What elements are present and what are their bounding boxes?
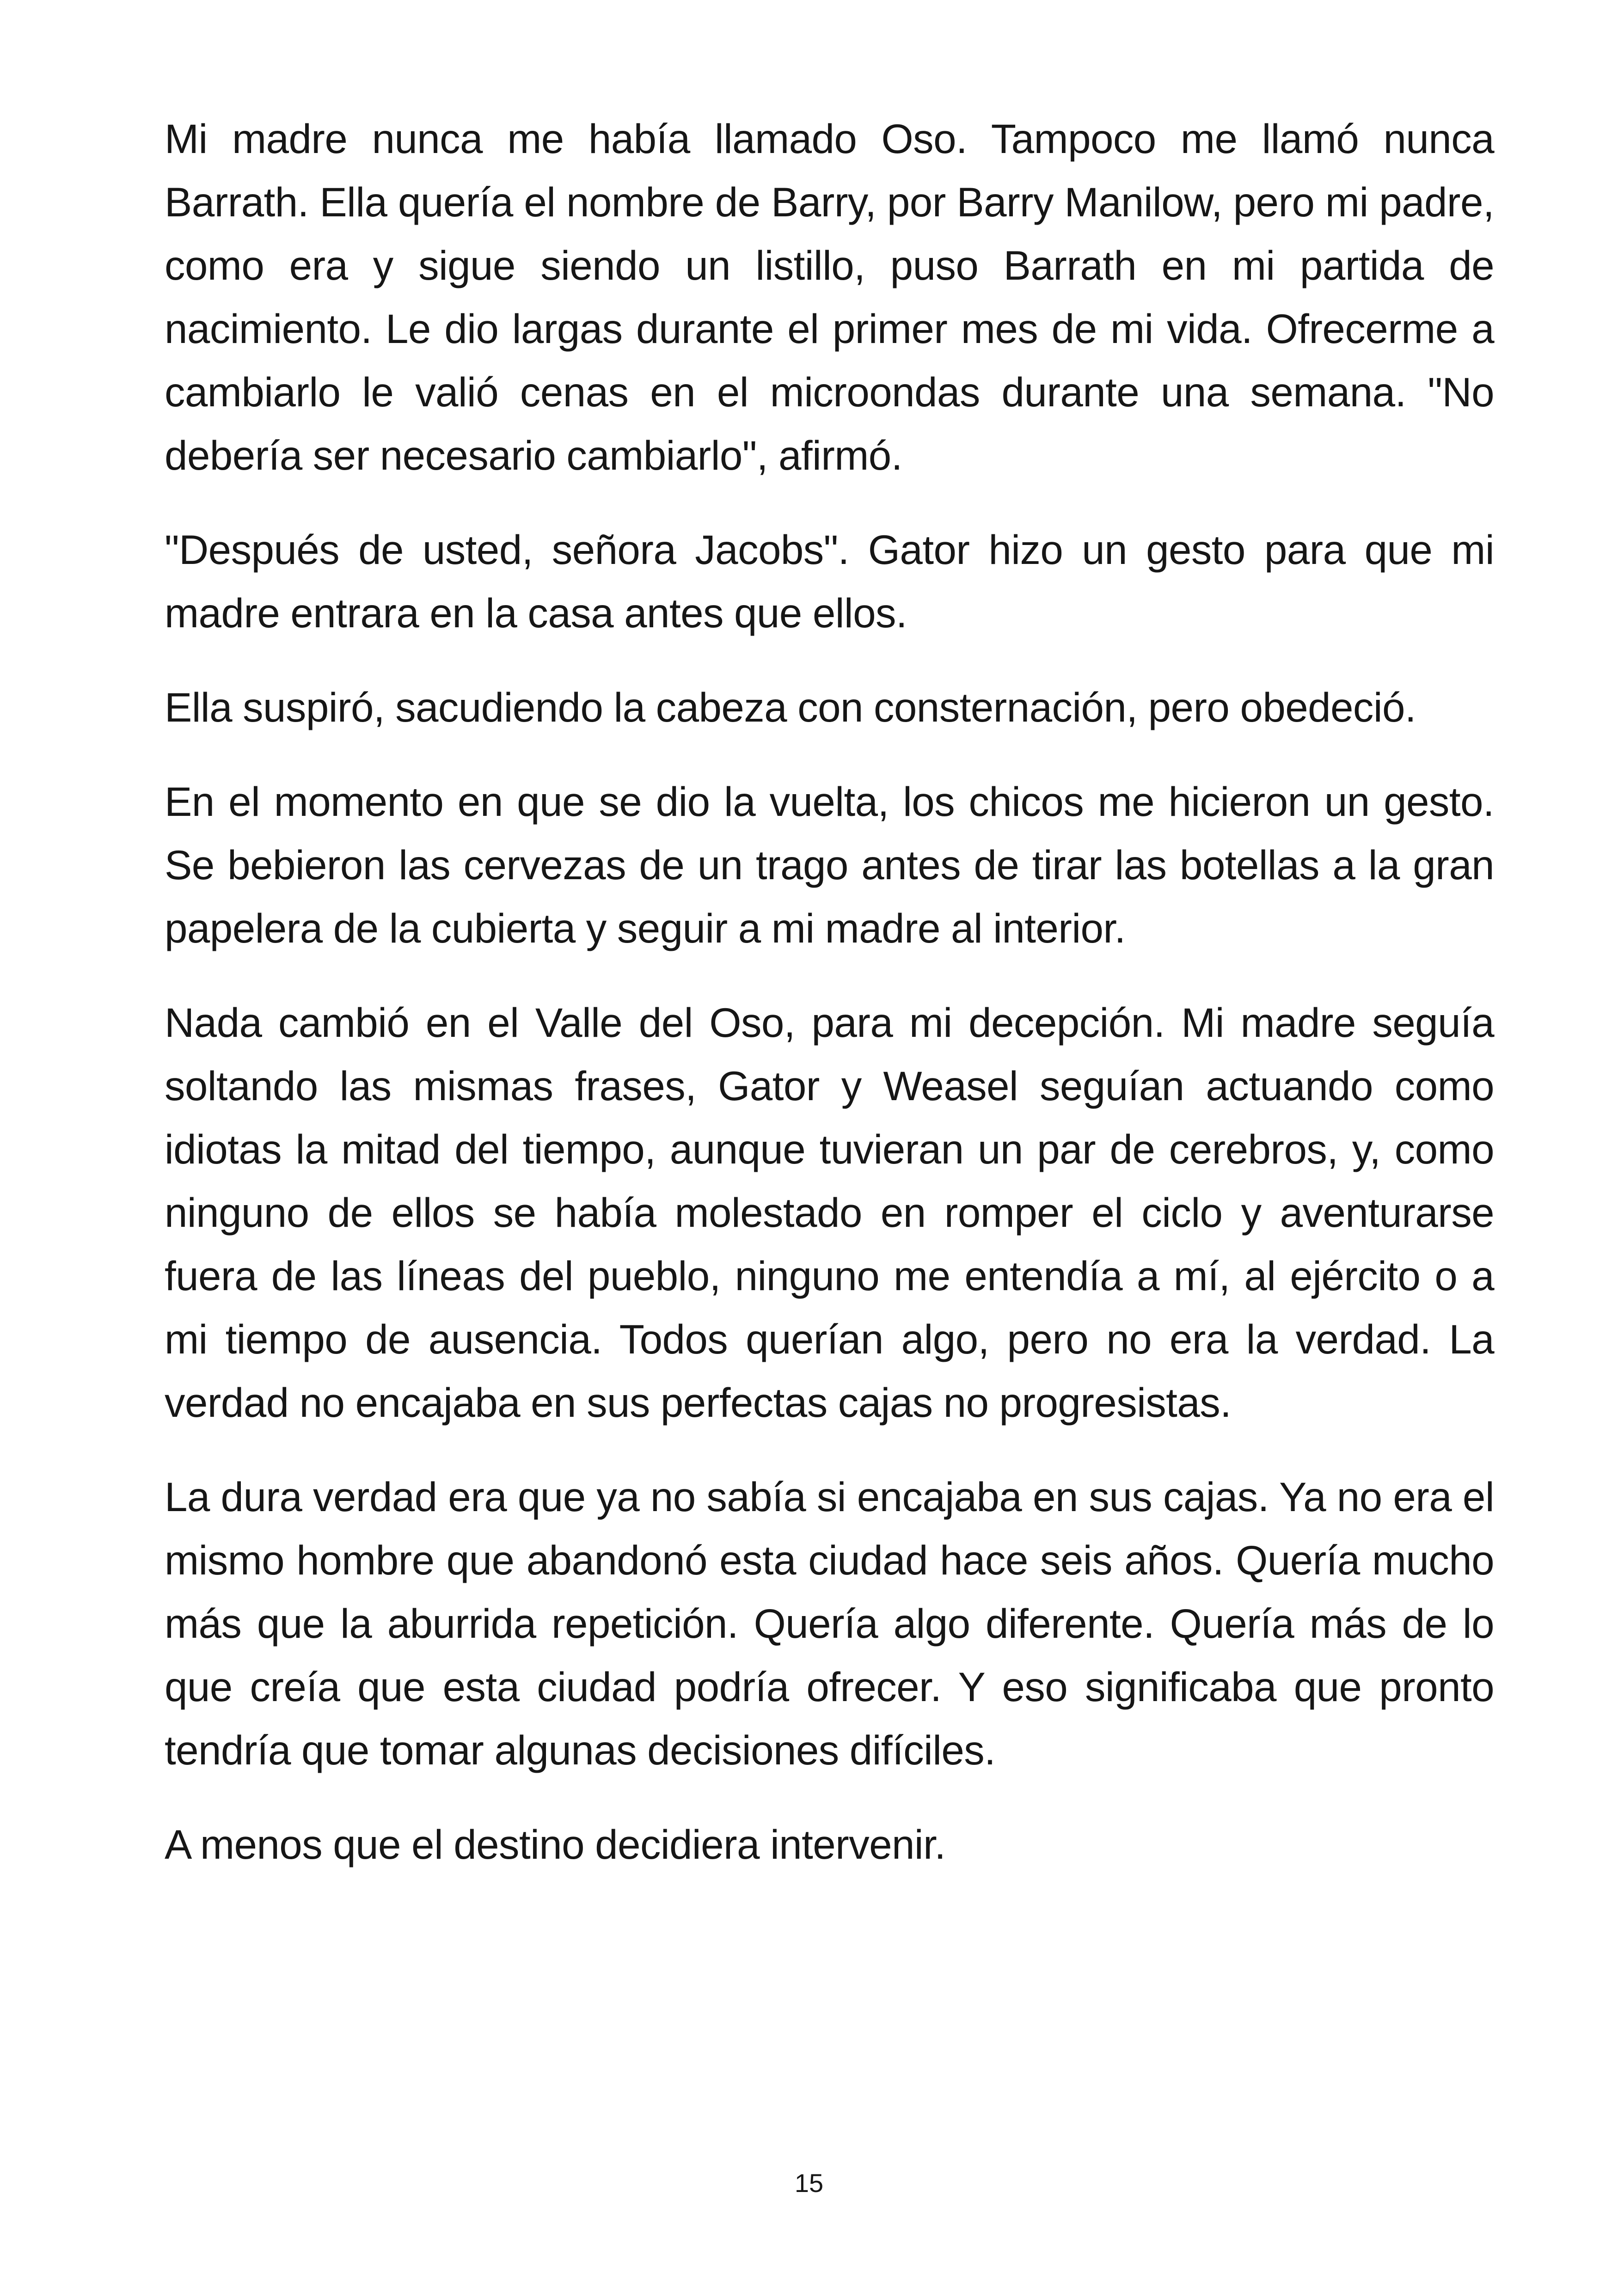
paragraph-4: En el momento en que se dio la vuelta, los chicos me hicieron un gesto. Se bebieron las cervezas de un trago antes de tirar las botellas a la gran papelera de la cubierta y seguir a mi madre al interior. <box>165 778 1494 951</box>
body-text <box>165 107 1494 1907</box>
paragraph-6: La dura verdad era que ya no sabía si encajaba en sus cajas. Ya no era el mismo hombre que abandonó esta ciudad hace seis años. Quería mucho más que la aburrida repetición. Quería algo diferente. Quería más de lo que creía que esta ciudad podría ofrecer. Y eso significaba que pronto tendría que tomar algunas decisiones difíciles. <box>165 1474 1494 1773</box>
paragraph-5: Nada cambió en el Valle del Oso, para mi decepción. Mi madre seguía soltando las mismas frases, Gator y Weasel seguían actuando como idiotas la mitad del tiempo, aunque tuvieran un par de cerebros, y, como ninguno de ellos se había molestado en romper el ciclo y aventurarse fuera de las líneas del pueblo, ninguno me entendía a mí, al ejército o a mi tiempo de ausencia. Todos querían algo, pero no era la verdad. La verdad no encajaba en sus perfectas cajas no progresistas. <box>165 999 1494 1426</box>
paragraph-3: Ella suspiró, sacudiendo la cabeza con consternación, pero obedeció. <box>165 684 1416 730</box>
paragraph-2: "Después de usted, señora Jacobs". Gator hizo un gesto para que mi madre entrara en la casa antes que ellos. <box>165 527 1494 636</box>
page-number: 15 <box>794 2168 824 2198</box>
paragraph-1: Mi madre nunca me había llamado Oso. Tampoco me llamó nunca Barrath. Ella quería el nombre de Barry, por Barry Manilow, pero mi padre, como era y sigue siendo un listillo, puso Barrath en mi partida de nacimiento. Le dio largas durante el primer mes de mi vida. Ofrecerme a cambiarlo le valió cenas en el microondas durante una semana. "No debería ser necesario cambiarlo", afirmó. <box>165 116 1494 478</box>
paragraph-7: A menos que el destino decidiera intervenir. <box>165 1821 946 1867</box>
